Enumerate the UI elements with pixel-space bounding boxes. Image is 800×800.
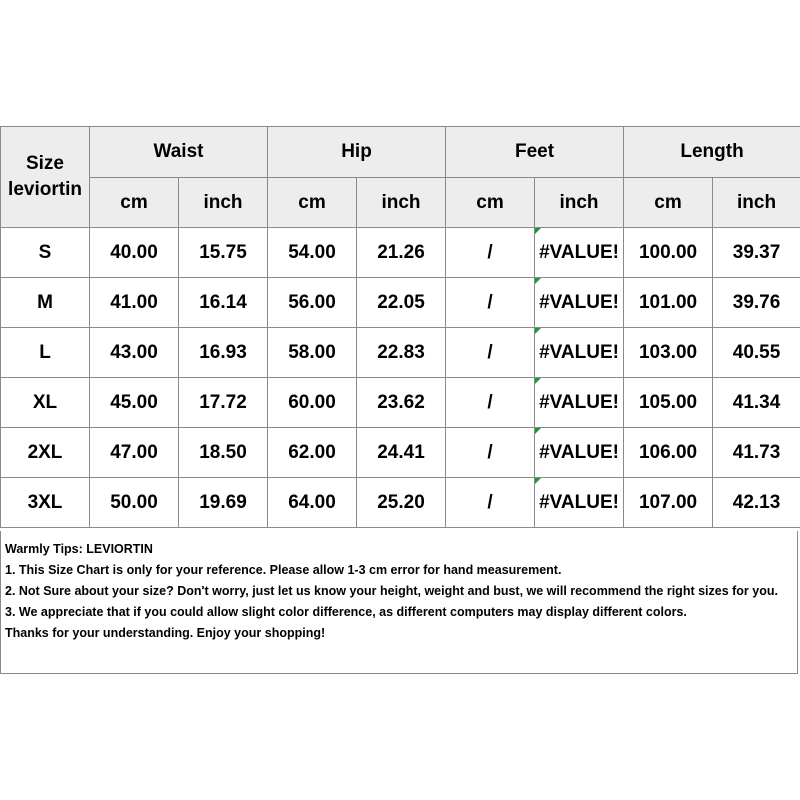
- error-cell: #VALUE!: [535, 278, 624, 328]
- size-label: 2XL: [1, 428, 90, 478]
- table-cell: 16.14: [179, 278, 268, 328]
- table-cell: 101.00: [624, 278, 713, 328]
- unit-header: cm: [90, 178, 179, 228]
- size-label: M: [1, 278, 90, 328]
- error-cell: #VALUE!: [535, 328, 624, 378]
- size-chart-sheet: [0, 126, 800, 676]
- group-header-hip: Hip: [268, 127, 446, 178]
- error-cell: #VALUE!: [535, 428, 624, 478]
- table-cell: 107.00: [624, 478, 713, 528]
- table-cell: 39.76: [713, 278, 800, 328]
- table-cell: 18.50: [179, 428, 268, 478]
- table-cell: 17.72: [179, 378, 268, 428]
- table-cell: 21.26: [357, 228, 446, 278]
- header-unit-row: [1, 178, 800, 228]
- table-cell: /: [446, 378, 535, 428]
- table-cell: 47.00: [90, 428, 179, 478]
- table-cell: 19.69: [179, 478, 268, 528]
- header-group-row: [1, 127, 800, 178]
- unit-header: cm: [446, 178, 535, 228]
- unit-header: inch: [357, 178, 446, 228]
- unit-header: inch: [535, 178, 624, 228]
- table-row: [1, 328, 800, 378]
- size-label: XL: [1, 378, 90, 428]
- error-cell: #VALUE!: [535, 228, 624, 278]
- tip-item: 3. We appreciate that if you could allow slight color difference, as different computers may display different colors.: [5, 605, 687, 619]
- size-label: L: [1, 328, 90, 378]
- tips-heading: Warmly Tips: LEVIORTIN: [5, 542, 153, 556]
- size-label: S: [1, 228, 90, 278]
- table-cell: 22.05: [357, 278, 446, 328]
- group-header-length: Length: [624, 127, 800, 178]
- tip-item: 2. Not Sure about your size? Don't worry, just let us know your height, weight and bust, we will recommend the right sizes for you.: [5, 584, 778, 598]
- table-cell: 58.00: [268, 328, 357, 378]
- error-cell: #VALUE!: [535, 378, 624, 428]
- table-cell: 64.00: [268, 478, 357, 528]
- table-row: [1, 228, 800, 278]
- table-cell: 56.00: [268, 278, 357, 328]
- table-cell: /: [446, 328, 535, 378]
- table-cell: 103.00: [624, 328, 713, 378]
- table-cell: 41.34: [713, 378, 800, 428]
- table-cell: 23.62: [357, 378, 446, 428]
- table-cell: 62.00: [268, 428, 357, 478]
- table-cell: 22.83: [357, 328, 446, 378]
- table-cell: 25.20: [357, 478, 446, 528]
- unit-header: inch: [179, 178, 268, 228]
- error-cell: #VALUE!: [535, 478, 624, 528]
- table-cell: 50.00: [90, 478, 179, 528]
- unit-header: cm: [268, 178, 357, 228]
- table-cell: 39.37: [713, 228, 800, 278]
- table-cell: 40.00: [90, 228, 179, 278]
- table-cell: 42.13: [713, 478, 800, 528]
- table-cell: 45.00: [90, 378, 179, 428]
- table-cell: 60.00: [268, 378, 357, 428]
- unit-header: inch: [713, 178, 800, 228]
- table-cell: 41.00: [90, 278, 179, 328]
- table-cell: /: [446, 228, 535, 278]
- size-label: 3XL: [1, 478, 90, 528]
- unit-header: cm: [624, 178, 713, 228]
- table-cell: 54.00: [268, 228, 357, 278]
- table-cell: 16.93: [179, 328, 268, 378]
- table-cell: /: [446, 428, 535, 478]
- table-cell: 106.00: [624, 428, 713, 478]
- table-row: [1, 278, 800, 328]
- table-cell: 15.75: [179, 228, 268, 278]
- table-cell: /: [446, 278, 535, 328]
- table-row: [1, 378, 800, 428]
- table-cell: 41.73: [713, 428, 800, 478]
- size-corner-header: Size leviortin: [1, 127, 90, 228]
- table-cell: 24.41: [357, 428, 446, 478]
- table-cell: /: [446, 478, 535, 528]
- tip-item: 1. This Size Chart is only for your reference. Please allow 1-3 cm error for hand measurement.: [5, 563, 562, 577]
- table-cell: 43.00: [90, 328, 179, 378]
- warm-tips-box: [0, 531, 798, 674]
- table-cell: 100.00: [624, 228, 713, 278]
- group-header-waist: Waist: [90, 127, 268, 178]
- size-chart-table: [0, 126, 800, 528]
- table-row: [1, 428, 800, 478]
- tips-closing: Thanks for your understanding. Enjoy your shopping!: [5, 626, 326, 640]
- table-cell: 40.55: [713, 328, 800, 378]
- group-header-feet: Feet: [446, 127, 624, 178]
- table-row: [1, 478, 800, 528]
- table-cell: 105.00: [624, 378, 713, 428]
